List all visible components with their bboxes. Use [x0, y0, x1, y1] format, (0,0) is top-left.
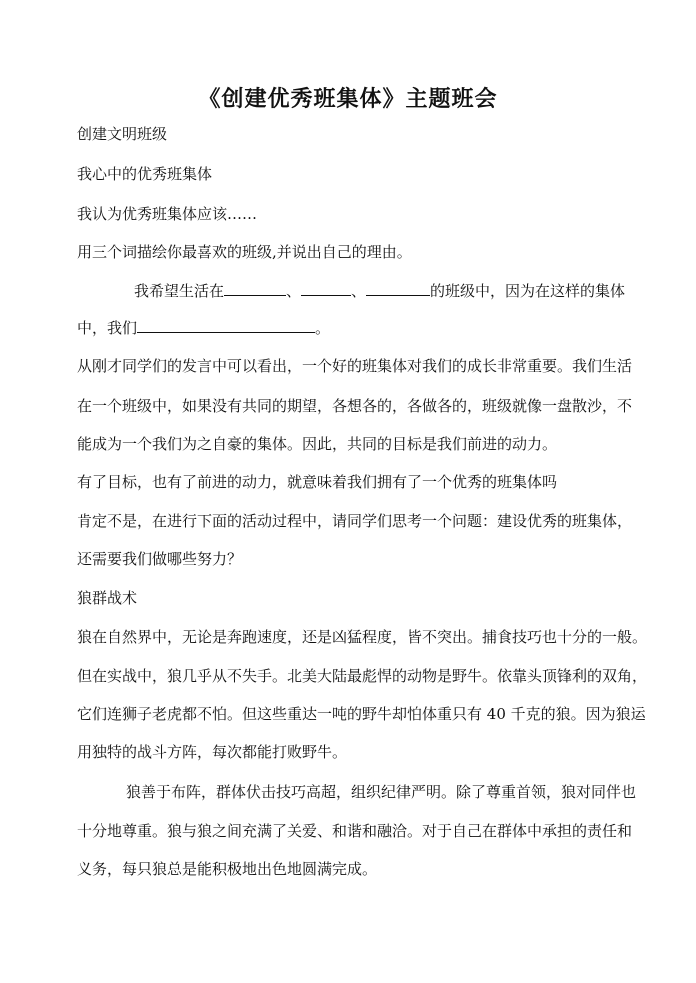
blank-3[interactable] [366, 281, 430, 296]
fill-text-a: 我希望生活在 [134, 282, 225, 300]
blank-2[interactable] [301, 281, 351, 296]
fill-text-c: 中，我们 [77, 319, 138, 337]
heading-wolf-tactics: 狼群战术 [77, 589, 138, 607]
paragraph-line: 能成为一个我们为之自豪的集体。因此，共同的目标是我们前进的动力。 [77, 435, 558, 453]
question-line: 有了目标，也有了前进的动力，就意味着我们拥有了一个优秀的班集体吗 [77, 473, 558, 491]
prompt-should-be: 我认为优秀班集体应该…… [77, 205, 258, 223]
paragraph-line: 狼善于布阵，群体伏击技巧高超，组织纪律严明。除了尊重首领，狼对同伴也 [126, 783, 637, 801]
paragraph-line: 但在实战中，狼几乎从不失手。北美大陆最彪悍的动物是野牛。依靠头顶锋利的双角， [77, 667, 648, 685]
paragraph-line: 肯定不是，在进行下面的活动过程中，请同学们思考一个问题：建设优秀的班集体， [77, 512, 633, 530]
blank-1[interactable] [224, 281, 286, 296]
paragraph-line: 狼在自然界中，无论是奔跑速度，还是凶猛程度，皆不突出。捕食技巧也十分的一般。 [77, 628, 648, 646]
fill-text-end: 。 [315, 319, 331, 337]
fill-in-sentence-line-2 [77, 318, 330, 338]
paragraph-line: 从刚才同学们的发言中可以看出，一个好的班集体对我们的成长非常重要。我们生活 [77, 357, 633, 375]
fill-in-sentence-line-1 [134, 281, 625, 301]
heading-civilized-class: 创建文明班级 [77, 125, 168, 143]
paragraph-line: 用独特的战斗方阵，每次都能打败野牛。 [77, 743, 348, 761]
heading-ideal-class: 我心中的优秀班集体 [77, 165, 213, 183]
paragraph-line: 还需要我们做哪些努力？ [77, 550, 243, 568]
paragraph-line: 十分地尊重。狼与狼之间充满了关爱、和谐和融洽。对于自己在群体中承担的责任和 [77, 822, 633, 840]
paragraph-line: 它们连狮子老虎都不怕。但这些重达一吨的野牛却怕体重只有 40 千克的狼。因为狼运 [77, 705, 646, 723]
paragraph-line: 义务，每只狼总是能积极地出色地圆满完成。 [77, 860, 378, 878]
blank-4[interactable] [137, 318, 315, 333]
fill-sep-1: 、 [286, 282, 302, 300]
page-title: 《创建优秀班集体》主题班会 [198, 86, 498, 112]
paragraph-line: 在一个班级中，如果没有共同的期望，各想各的，各做各的，班级就像一盘散沙，不 [77, 397, 633, 415]
fill-sep-2: 、 [351, 282, 367, 300]
fill-text-b: 的班级中，因为在这样的集体 [430, 282, 626, 300]
instruction-three-words: 用三个词描绘你最喜欢的班级,并说出自己的理由。 [77, 243, 412, 261]
